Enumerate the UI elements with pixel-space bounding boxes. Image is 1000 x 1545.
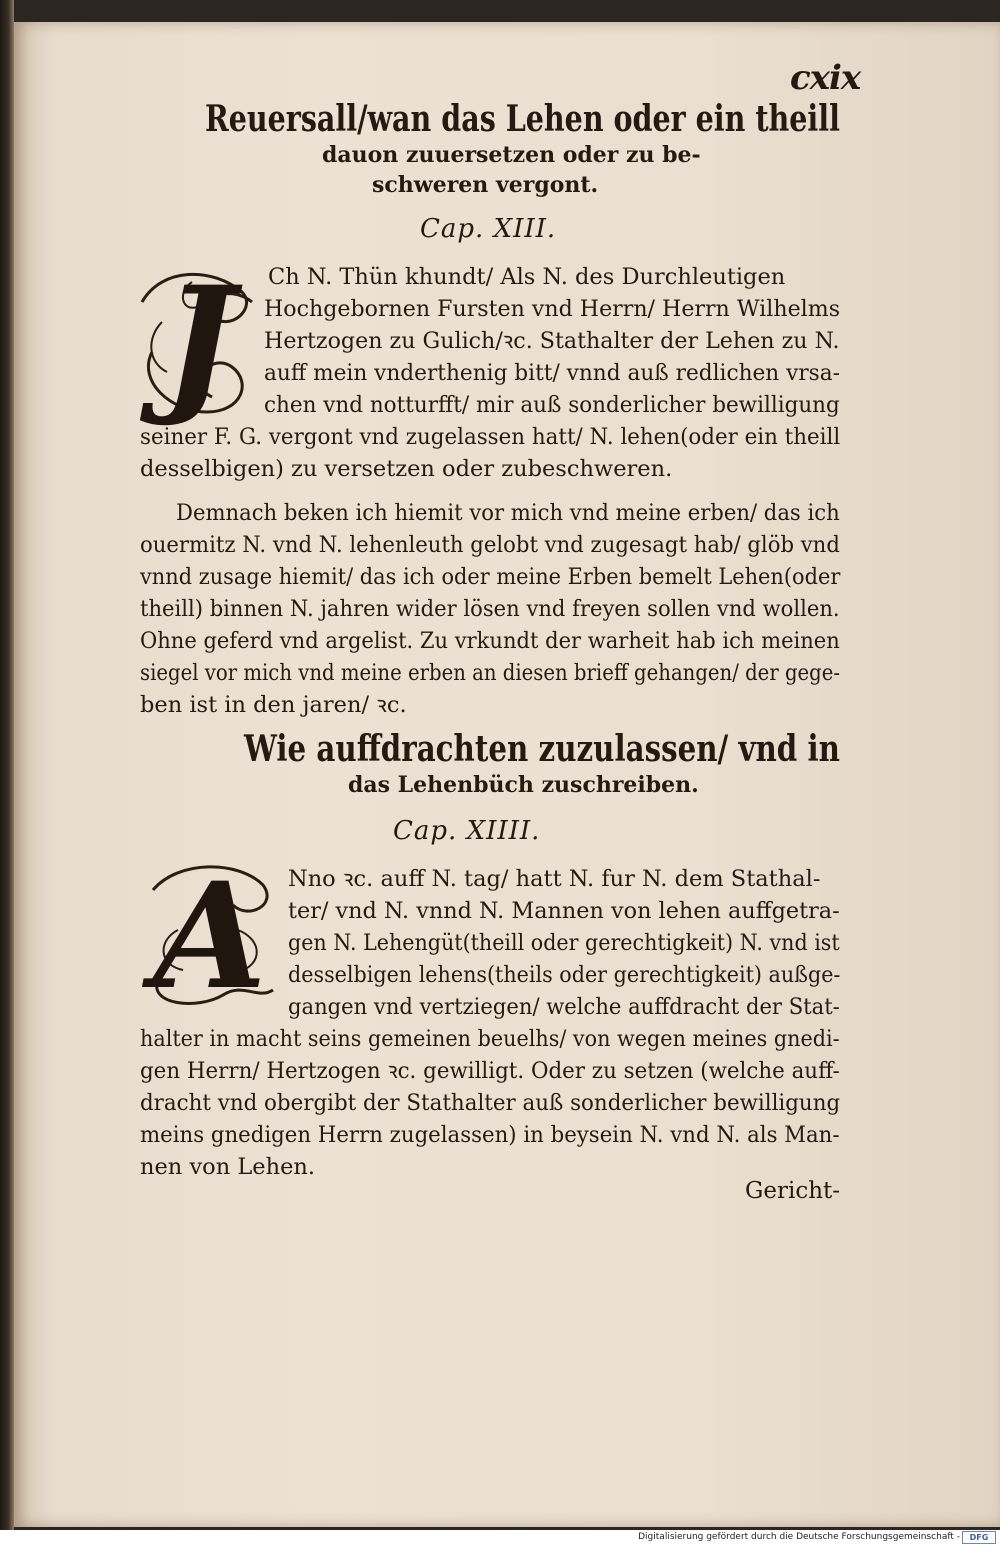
chapter-13-line-10: vnnd zusage hiemit/ das ich oder meine Erben bemelt Lehen(oder <box>140 564 841 590</box>
chapter-13-line-7: desselbigen) zu versetzen oder zubeschweren. <box>140 456 673 482</box>
folio-number: cxix <box>790 58 861 98</box>
chapter-14-title-line-1: Wie auffdrachten zuzulassen/ vnd in <box>244 728 840 770</box>
chapter-13-line-9: ouermitz N. vnd N. lehenleuth gelobt vnd zugesagt hab/ glöb vnd <box>140 532 840 558</box>
chapter-13-initial: J <box>163 254 235 430</box>
chapter-13-line-6: seiner F. G. vergont vnd zugelassen hatt/ N. lehen(oder ein theill <box>140 424 841 450</box>
chapter-13-title-line-1: Reuersall/wan das Lehen oder ein theill <box>205 98 840 140</box>
chapter-14-line-2: ter/ vnd N. vnnd N. Mannen von lehen auffgetra- <box>288 898 840 924</box>
chapter-13-line-11: theill) binnen N. jahren wider lösen vnd freyen sollen vnd wollen. <box>140 596 840 622</box>
chapter-13-cap: Cap. XIII. <box>420 214 557 244</box>
catchword: Gericht- <box>745 1178 841 1204</box>
chapter-13-title-line-3: schweren vergont. <box>372 172 599 198</box>
chapter-13-line-13: siegel vor mich vnd meine erben an diesen brieff gehangen/ der gege- <box>140 660 841 686</box>
digitization-credit: Digitalisierung gefördert durch die Deutsche Forschungsgemeinschaft - <box>638 1532 960 1542</box>
chapter-14-line-7: gen Herrn/ Hertzogen ꝛc. gewilligt. Oder zu setzen (welche auff- <box>140 1058 840 1084</box>
chapter-13-line-3: Hertzogen zu Gulich/ꝛc. Stathalter der Lehen zu N. <box>264 328 840 354</box>
dfg-logo: DFG <box>962 1531 996 1544</box>
chapter-13-line-4: auff mein vnderthenig bitt/ vnnd auß redlichen vrsa- <box>264 360 840 386</box>
chapter-14-line-8: dracht vnd obergibt der Stathalter auß sonderlicher bewilligung <box>140 1090 841 1116</box>
chapter-14-initial: A <box>153 851 267 1022</box>
chapter-13-line-14: ben ist in den jaren/ ꝛc. <box>140 692 407 718</box>
chapter-14-line-3: gen N. Lehengüt(theill oder gerechtigkeit) N. vnd ist <box>288 930 840 956</box>
chapter-14-cap: Cap. XIIII. <box>393 816 541 846</box>
chapter-14-line-4: desselbigen lehens(theils oder gerechtigkeit) außge- <box>288 962 841 988</box>
chapter-14-line-10: nen von Lehen. <box>140 1154 316 1180</box>
chapter-14-title-line-2: das Lehenbüch zuschreiben. <box>348 772 699 798</box>
chapter-13-line-5: chen vnd notturfft/ mir auß sonderlicher bewilligung <box>264 392 840 418</box>
chapter-14-line-9: meins gnedigen Herrn zugelassen) in beysein N. vnd N. als Man- <box>140 1122 840 1148</box>
book-spine <box>0 0 14 1530</box>
chapter-13-line-12: Ohne geferd vnd argelist. Zu vrkundt der warheit hab ich meinen <box>140 628 840 654</box>
chapter-13-line-8: Demnach beken ich hiemit vor mich vnd meine erben/ das ich <box>176 500 840 526</box>
chapter-14-line-5: gangen vnd vertziegen/ welche auffdracht der Stat- <box>288 994 840 1020</box>
chapter-13-line-2: Hochgebornen Fursten vnd Herrn/ Herrn Wilhelms <box>264 296 841 322</box>
chapter-13-title-line-2: dauon zuuersetzen oder zu be- <box>322 142 701 168</box>
chapter-14-line-6: halter in macht seins gemeinen beuelhs/ von wegen meines gnedi- <box>140 1026 840 1052</box>
chapter-13-line-1: Ch N. Thün khundt/ Als N. des Durchleutigen <box>268 264 786 290</box>
chapter-14-line-1: Nno ꝛc. auff N. tag/ hatt N. fur N. dem Stathal- <box>288 866 821 892</box>
